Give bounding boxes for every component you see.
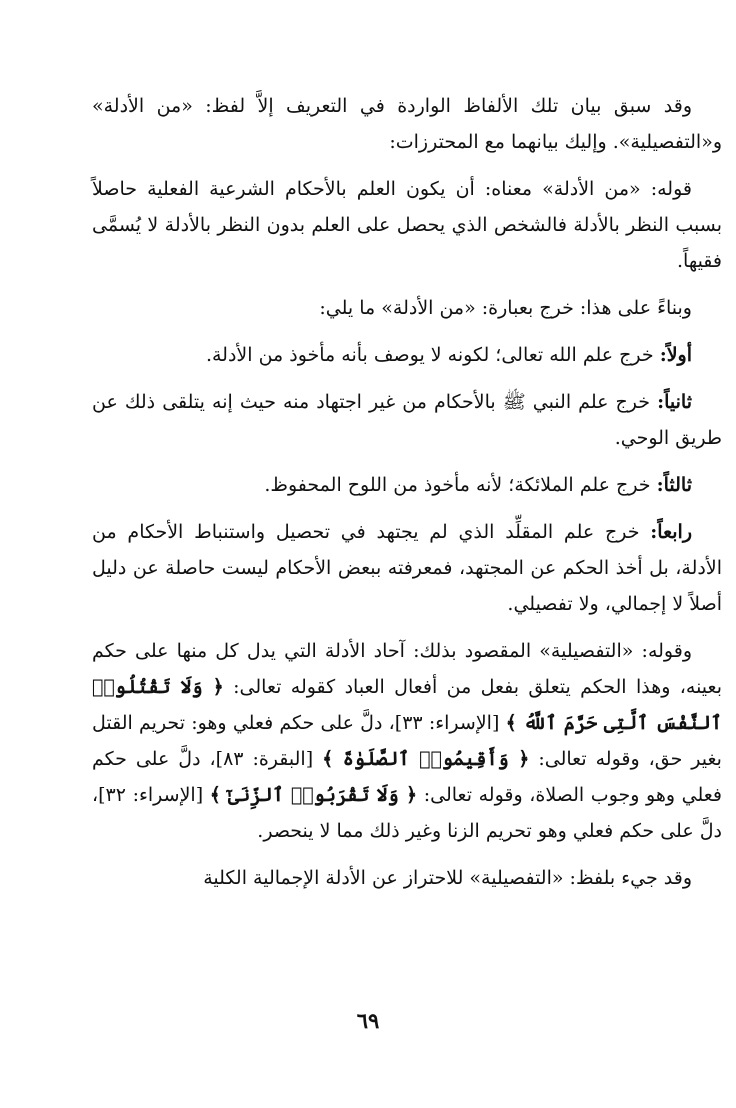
paragraph-last bbox=[92, 860, 722, 896]
paragraph-text: وقد سبق بيان تلك الألفاظ الواردة في التعريف إلاَّ لفظ: «من الأدلة» و«التفصيلية». وإليك بيانهما مع المحترزات: bbox=[92, 95, 722, 153]
paragraph-text: خرج علم الله تعالى؛ لكونه لا يوصف بأنه مأخوذ من الأدلة. bbox=[205, 344, 654, 366]
paragraph-text: خرج علم النبي ﷺ بالأحكام من غير اجتهاد منه حيث إنه يتلقى ذلك عن طريق الوحي. bbox=[92, 391, 722, 449]
paragraph-text: وبناءً على هذا: خرج بعبارة: «من الأدلة» ما يلي: bbox=[319, 297, 692, 319]
paragraph-text: وقد جيء بلفظ: «التفصيلية» للاحتراز عن الأدلة الإجمالية الكلية bbox=[203, 867, 692, 889]
paragraph-text: خرج علم الملائكة؛ لأنه مأخوذ من اللوح المحفوظ. bbox=[264, 474, 651, 496]
paragraph-lead: رابعاً: bbox=[650, 521, 692, 543]
paragraph-first bbox=[92, 337, 722, 373]
paragraph-lead: ثانياً: bbox=[657, 391, 692, 413]
paragraph-text: وقوله: «التفصيلية» المقصود بذلك: آحاد الأدلة التي يدل كل منها على حكم بعينه، وهذا الحكم يتعلق بفعل من أفعال العباد كقوله تعالى: bbox=[92, 640, 722, 698]
paragraph-intro bbox=[92, 88, 722, 160]
paragraph-lead: أولاً: bbox=[659, 344, 692, 366]
paragraph-text: قوله: «من الأدلة» معناه: أن يكون العلم بالأحكام الشرعية الفعلية حاصلاً بسبب النظر بالأدلة فالشخص الذي يحصل على العلم بدون النظر بالأدلة لا يُسمَّى فقيهاً. bbox=[92, 178, 722, 272]
body-text bbox=[92, 88, 722, 907]
paragraph-fourth bbox=[92, 514, 722, 622]
page-number: ٦٩ bbox=[356, 1008, 380, 1033]
paragraph-text: [البقرة: ٨٣]، دلَّ على حكم فعلي وهو وجوب الصلاة، وقوله تعالى: bbox=[92, 748, 723, 806]
paragraph-second bbox=[92, 384, 722, 456]
paragraph-text: [الإسراء: ٣٣]، دلَّ على حكم فعلي وهو: تحريم القتل بغير حق، وقوله تعالى: bbox=[92, 712, 722, 770]
paragraph-third bbox=[92, 467, 722, 503]
paragraph-min-aladilla bbox=[92, 171, 722, 279]
paragraph-exclusions-intro bbox=[92, 290, 722, 326]
quran-verse: ﴿ وَأَقِيمُوا۟ ٱلصَّلَوٰةَ ﴾ bbox=[322, 748, 530, 770]
paragraph-text: خرج علم المقلِّد الذي لم يجتهد في تحصيل واستنباط الأحكام من الأدلة، بل أخذ الحكم عن المجتهد، فمعرفته ببعض الأحكام ليست حاصلة عن دليل أصلاً لا إجمالي، ولا تفصيلي. bbox=[92, 521, 722, 615]
quran-verse: ﴿ وَلَا تَقْتُلُوا۟ ٱلنَّفْسَ ٱلَّتِى حَرَّمَ ٱللَّهُ ﴾ bbox=[92, 676, 722, 734]
paragraph-tafsili bbox=[92, 633, 722, 849]
paragraph-text: [الإسراء: ٣٢]، دلَّ على حكم فعلي وهو تحريم الزنا وغير ذلك مما لا ينحصر. bbox=[92, 784, 722, 842]
quran-verse: ﴿ وَلَا تَقْرَبُوا۟ ٱلزِّنَىٰٓ ﴾ bbox=[209, 784, 418, 806]
paragraph-lead: ثالثاً: bbox=[656, 474, 692, 496]
